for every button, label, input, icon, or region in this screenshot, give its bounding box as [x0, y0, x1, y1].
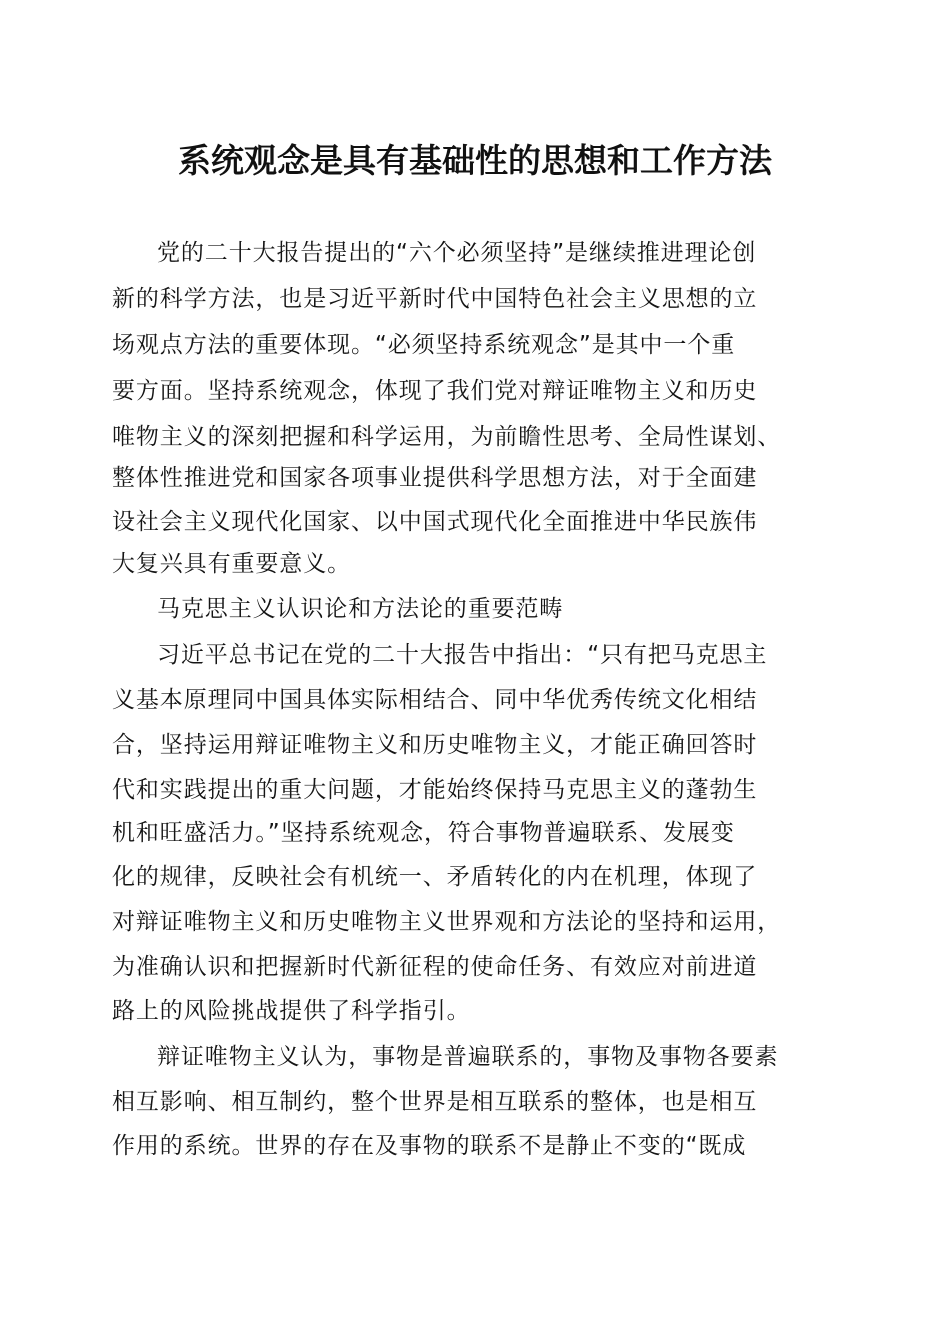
paragraph-1-line-8: 大复兴具有重要意义。 — [112, 551, 351, 577]
paragraph-1-line-1: 党的二十大报告提出的“六个必须坚持”是继续推进理论创 — [157, 240, 757, 266]
paragraph-2-line-7: 对辩证唯物主义和历史唯物主义世界观和方法论的坚持和运用， — [112, 909, 782, 935]
paragraph-3-line-3: 作用的系统。世界的存在及事物的联系不是静止不变的“既成 — [112, 1133, 747, 1159]
paragraph-2-line-4: 代和实践提出的重大问题，才能始终保持马克思主义的蓬勃生 — [112, 777, 758, 803]
paragraph-1-line-2: 新的科学方法，也是习近平新时代中国特色社会主义思想的立 — [112, 286, 758, 312]
paragraph-1-line-4: 要方面。坚持系统观念，体现了我们党对辩证唯物主义和历史 — [112, 378, 758, 404]
paragraph-1-line-6: 整体性推进党和国家各项事业提供科学思想方法，对于全面建 — [112, 465, 758, 491]
paragraph-2-line-8: 为准确认识和把握新时代新征程的使命任务、有效应对前进道 — [112, 954, 758, 980]
paragraph-2-line-9: 路上的风险挑战提供了科学指引。 — [112, 998, 471, 1024]
paragraph-2-line-6: 化的规律，反映社会有机统一、矛盾转化的内在机理，体现了 — [112, 864, 758, 890]
paragraph-3-line-2: 相互影响、相互制约，整个世界是相互联系的整体，也是相互 — [112, 1089, 758, 1115]
document-title: 系统观念是具有基础性的思想和工作方法 — [178, 141, 772, 180]
paragraph-1-line-3: 场观点方法的重要体现。“必须坚持系统观念”是其中一个重 — [112, 332, 736, 358]
paragraph-3-line-1: 辩证唯物主义认为，事物是普遍联系的，事物及事物各要素 — [157, 1044, 779, 1070]
paragraph-2-line-5: 机和旺盛活力。”坚持系统观念，符合事物普遍联系、发展变 — [112, 820, 735, 846]
paragraph-2-line-2: 义基本原理同中国具体实际相结合、同中华优秀传统文化相结 — [112, 687, 758, 713]
paragraph-2-line-3: 合，坚持运用辩证唯物主义和历史唯物主义，才能正确回答时 — [112, 732, 758, 758]
paragraph-1-line-7: 设社会主义现代化国家、以中国式现代化全面推进中华民族伟 — [112, 509, 758, 535]
paragraph-1-line-5: 唯物主义的深刻把握和科学运用，为前瞻性思考、全局性谋划、 — [112, 424, 782, 450]
section-heading: 马克思主义认识论和方法论的重要范畴 — [157, 596, 564, 622]
paragraph-2-line-1: 习近平总书记在党的二十大报告中指出：“只有把马克思主 — [157, 642, 768, 668]
